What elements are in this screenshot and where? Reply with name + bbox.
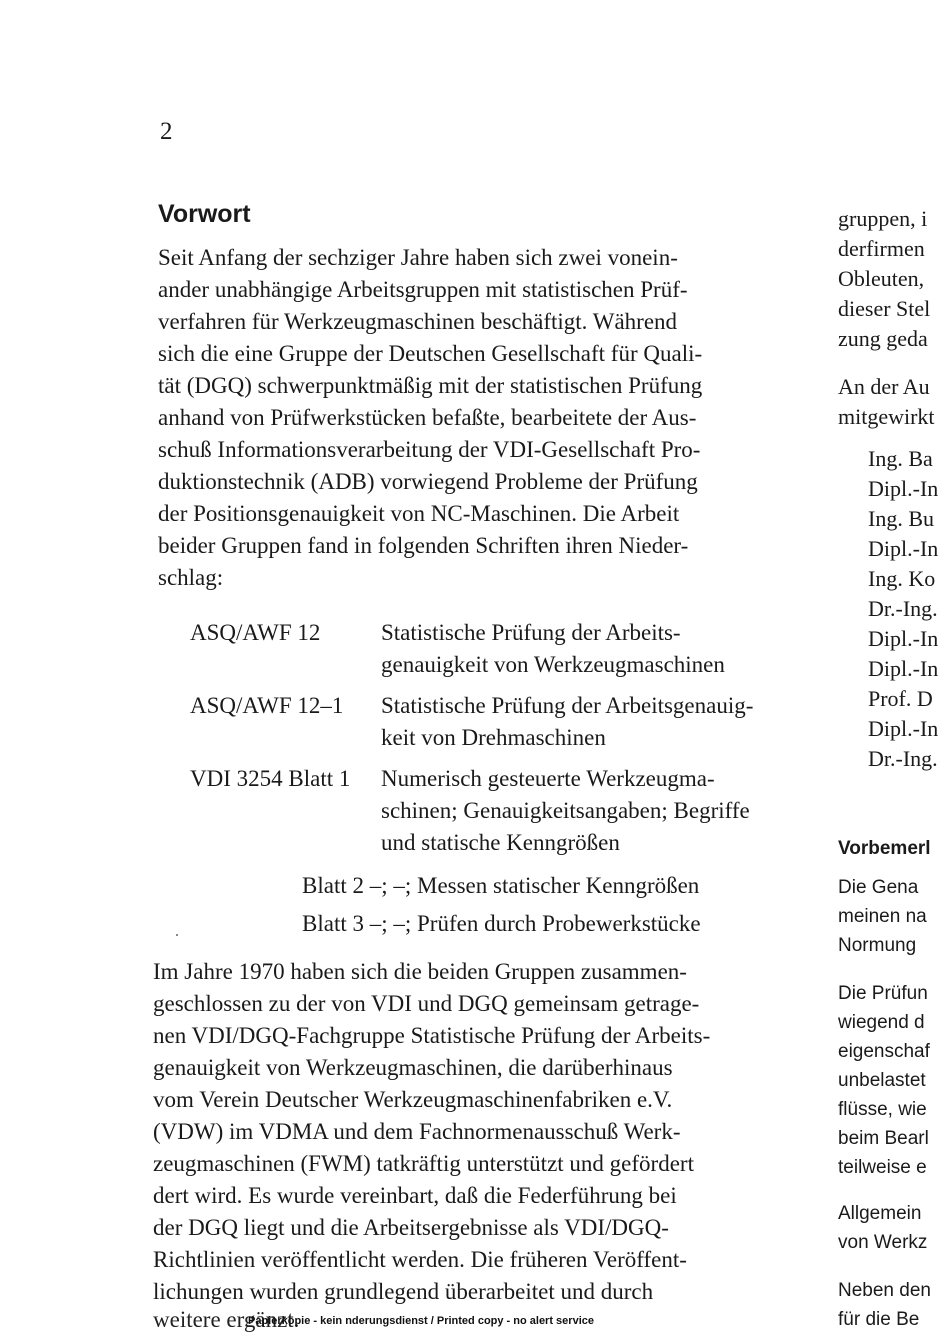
text-line: eigenschaf <box>838 1041 930 1062</box>
reference-title-line: Numerisch gesteuerte Werkzeugma- <box>381 766 715 791</box>
text-line: Seit Anfang der sechziger Jahre haben sich zwei vonein- <box>158 245 678 270</box>
text-line: mitgewirkt <box>838 404 935 429</box>
section-heading-vorbemerkung: Vorbemerl <box>838 838 931 859</box>
text-line: dert wird. Es wurde vereinbart, daß die Federführung bei <box>153 1183 677 1208</box>
text-line: meinen na <box>838 906 927 927</box>
sub-reference: Blatt 2 –; –; Messen statischer Kenngrößen <box>302 873 700 898</box>
text-line: ander unabhängige Arbeitsgruppen mit statistischen Prüf- <box>158 277 688 302</box>
member-name: Dipl.-In <box>868 536 939 561</box>
text-line: verfahren für Werkzeugmaschinen beschäftigt. Während <box>158 309 678 334</box>
member-name: Dipl.-In <box>868 656 939 681</box>
reference-title-line: genauigkeit von Werkzeugmaschinen <box>381 652 725 677</box>
text-line: lichungen wurden grundlegend überarbeitet und durch <box>153 1279 654 1304</box>
text-line: dieser Stel <box>838 296 931 321</box>
reference-title-line: und statische Kenngrößen <box>381 830 620 855</box>
text-line: der DGQ liegt und die Arbeitsergebnisse als VDI/DGQ- <box>153 1215 669 1240</box>
reference-title-line: schinen; Genauigkeitsangaben; Begriffe <box>381 798 750 823</box>
text-line: beim Bearl <box>838 1128 929 1149</box>
text-line: Die Prüfun <box>838 983 928 1004</box>
text-line: nen VDI/DGQ-Fachgruppe Statistische Prüfung der Arbeits- <box>153 1023 711 1048</box>
text-line: der Positionsgenauigkeit von NC-Maschinen. Die Arbeit <box>158 501 680 526</box>
text-line: Neben den <box>838 1280 931 1301</box>
text-line: schuß Informationsverarbeitung der VDI-Gesellschaft Pro- <box>158 437 701 462</box>
text-line: (VDW) im VDMA und dem Fachnormenausschuß Werk- <box>153 1119 681 1144</box>
reference-title-line: Statistische Prüfung der Arbeits- <box>381 620 681 645</box>
text-line: tät (DGQ) schwerpunktmäßig mit der statistischen Prüfung <box>158 373 703 398</box>
text-line: anhand von Prüfwerkstücken befaßte, bearbeitete der Aus- <box>158 405 697 430</box>
last-text-line: weitere ergänzt. <box>153 1307 300 1332</box>
reference-title-line: Statistische Prüfung der Arbeitsgenauig- <box>381 693 754 718</box>
text-line: flüsse, wie <box>838 1099 927 1120</box>
reference-title-line: keit von Drehmaschinen <box>381 725 606 750</box>
text-line: von Werkz <box>838 1232 928 1253</box>
text-line: Normung <box>838 935 917 956</box>
page-number: 2 <box>160 118 173 145</box>
reference-code: ASQ/AWF 12–1 <box>190 693 344 718</box>
reference-code: VDI 3254 Blatt 1 <box>190 766 351 791</box>
text-line: zeugmaschinen (FWM) tatkräftig unterstützt und gefördert <box>153 1151 694 1176</box>
member-name: Dipl.-In <box>868 476 939 501</box>
text-line: beider Gruppen fand in folgenden Schriften ihren Nieder- <box>158 533 689 558</box>
text-line: sich die eine Gruppe der Deutschen Gesellschaft für Quali- <box>158 341 703 366</box>
text-line: Allgemein <box>838 1203 922 1224</box>
text-line: derfirmen <box>838 236 925 261</box>
text-line: schlag: <box>158 565 224 590</box>
reference-code: ASQ/AWF 12 <box>190 620 321 645</box>
member-name: Dipl.-In <box>868 716 939 741</box>
text-line: Obleuten, <box>838 266 925 291</box>
text-line: gruppen, i <box>838 206 928 231</box>
member-name: Ing. Bu <box>868 506 934 531</box>
member-name: Ing. Ba <box>868 446 933 471</box>
text-line: Die Gena <box>838 877 919 898</box>
text-line: genauigkeit von Werkzeugmaschinen, die darüberhinaus <box>153 1055 673 1080</box>
text-line: geschlossen zu der von VDI und DGQ gemeinsam getrage- <box>153 991 700 1016</box>
member-name: Dr.-Ing. <box>868 746 938 771</box>
scan-speck <box>176 934 178 936</box>
print-notice-footer: Papierkopie - kein nderungsdienst / Printed copy - no alert service <box>248 1315 594 1327</box>
text-line: für die Be <box>838 1309 920 1330</box>
text-line: vom Verein Deutscher Werkzeugmaschinenfabriken e.V. <box>153 1087 673 1112</box>
text-line: duktionstechnik (ADB) vorwiegend Probleme der Prüfung <box>158 469 698 494</box>
text-line: An der Au <box>838 374 930 399</box>
member-name: Dr.-Ing. <box>868 596 938 621</box>
text-line: teilweise e <box>838 1157 927 1178</box>
member-name: Prof. D <box>868 686 933 711</box>
section-heading-vorwort: Vorwort <box>158 200 251 228</box>
text-line: Im Jahre 1970 haben sich die beiden Gruppen zusammen- <box>153 959 687 984</box>
text-line: wiegend d <box>838 1012 925 1033</box>
member-name: Ing. Ko <box>868 566 936 591</box>
text-line: unbelastet <box>838 1070 926 1091</box>
text-line: zung geda <box>838 326 928 351</box>
member-name: Dipl.-In <box>868 626 939 651</box>
text-line: Richtlinien veröffentlicht werden. Die früheren Veröffent- <box>153 1247 687 1272</box>
sub-reference: Blatt 3 –; –; Prüfen durch Probewerkstücke <box>302 911 701 936</box>
